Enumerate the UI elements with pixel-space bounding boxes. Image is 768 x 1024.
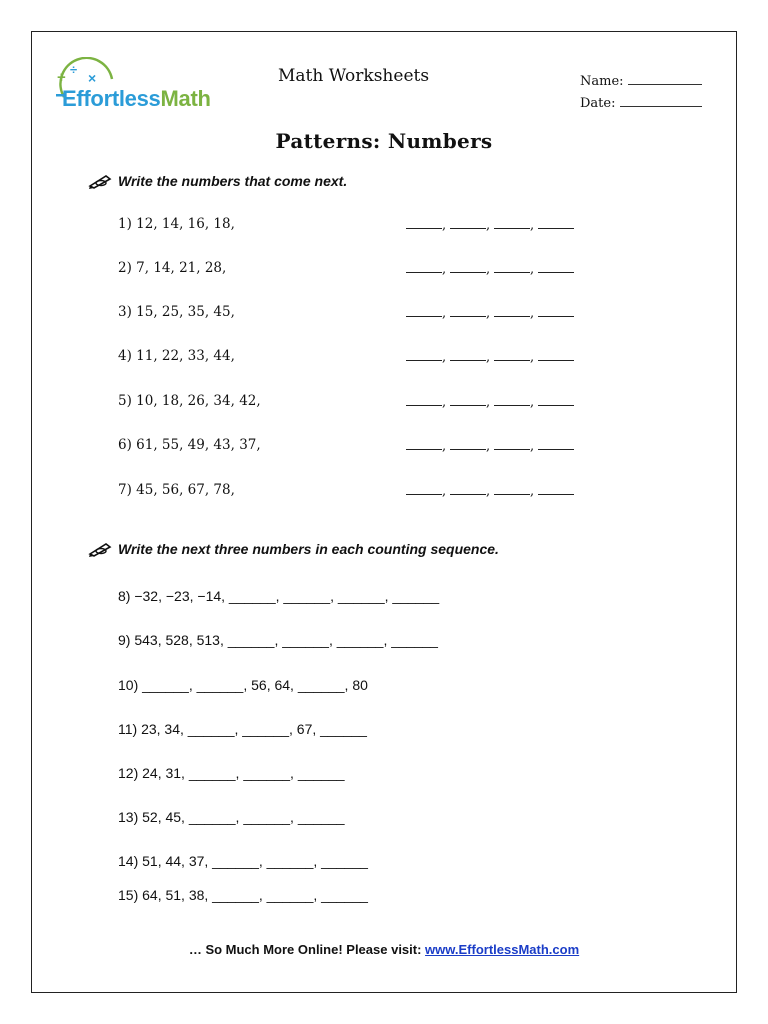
- pencil-icon: [88, 173, 112, 189]
- question-9: 9) 543, 528, 513, ______, ______, ______, ______: [118, 632, 438, 648]
- answer-blank[interactable]: [494, 218, 530, 229]
- page-title: Patterns: Numbers: [275, 129, 493, 153]
- answer-blank[interactable]: [538, 350, 574, 361]
- svg-text:÷: ÷: [70, 62, 78, 77]
- section1-instruction: [88, 173, 347, 189]
- answer-blank[interactable]: [450, 395, 486, 406]
- answer-blank[interactable]: [406, 306, 442, 317]
- answer-blank[interactable]: [406, 350, 442, 361]
- logo-text-math: Math: [160, 86, 211, 111]
- header-title: Math Worksheets: [278, 66, 430, 86]
- svg-text:×: ×: [88, 70, 97, 86]
- date-line[interactable]: [620, 94, 702, 107]
- question-1: 1) 12, 14, 16, 18,: [118, 216, 235, 232]
- answer-blank[interactable]: [494, 262, 530, 273]
- question-13: 13) 52, 45, ______, ______, ______: [118, 809, 345, 825]
- answer-blank[interactable]: [494, 395, 530, 406]
- question-6: 6) 61, 55, 49, 43, 37,: [118, 437, 261, 453]
- footer-link[interactable]: www.EffortlessMath.com: [425, 942, 580, 957]
- svg-text:+: +: [57, 69, 66, 86]
- question-10: 10) ______, ______, 56, 64, ______, 80: [118, 677, 368, 693]
- name-label: Name:: [580, 74, 624, 89]
- answer-blanks-7[interactable]: , , ,: [406, 484, 574, 499]
- name-line[interactable]: [628, 72, 702, 85]
- answer-blank[interactable]: [538, 395, 574, 406]
- answer-blank[interactable]: [538, 439, 574, 450]
- answer-blank[interactable]: [450, 484, 486, 495]
- answer-blank[interactable]: [450, 306, 486, 317]
- answer-blank[interactable]: [494, 306, 530, 317]
- footer: [0, 942, 768, 957]
- date-field[interactable]: [580, 94, 702, 111]
- section2-instruction: [88, 541, 499, 557]
- answer-blanks-6[interactable]: , , ,: [406, 439, 574, 454]
- logo-text-effortless: Effortless: [62, 86, 161, 111]
- answer-blanks-3[interactable]: , , ,: [406, 306, 574, 321]
- question-5: 5) 10, 18, 26, 34, 42,: [118, 393, 261, 409]
- answer-blank[interactable]: [494, 350, 530, 361]
- answer-blank[interactable]: [538, 262, 574, 273]
- answer-blank[interactable]: [494, 439, 530, 450]
- answer-blank[interactable]: [406, 395, 442, 406]
- answer-blanks-4[interactable]: , , ,: [406, 350, 574, 365]
- answer-blank[interactable]: [538, 218, 574, 229]
- footer-text: … So Much More Online! Please visit:: [188, 942, 426, 957]
- question-12: 12) 24, 31, ______, ______, ______: [118, 765, 345, 781]
- pencil-icon: [88, 541, 112, 557]
- question-15: 15) 64, 51, 38, ______, ______, ______: [118, 887, 368, 903]
- answer-blank[interactable]: [450, 439, 486, 450]
- answer-blank[interactable]: [450, 218, 486, 229]
- question-7: 7) 45, 56, 67, 78,: [118, 482, 235, 498]
- question-4: 4) 11, 22, 33, 44,: [118, 348, 235, 364]
- answer-blank[interactable]: [450, 350, 486, 361]
- question-11: 11) 23, 34, ______, ______, 67, ______: [118, 721, 367, 737]
- question-2: 2) 7, 14, 21, 28,: [118, 260, 227, 276]
- section1-instruction-text: Write the numbers that come next.: [118, 173, 348, 189]
- section2-instruction-text: Write the next three numbers in each counting sequence.: [118, 541, 499, 557]
- answer-blank[interactable]: [494, 484, 530, 495]
- answer-blank[interactable]: [406, 262, 442, 273]
- logo-wordmark: [62, 86, 211, 112]
- question-14: 14) 51, 44, 37, ______, ______, ______: [118, 853, 368, 869]
- answer-blank[interactable]: [538, 306, 574, 317]
- question-8: 8) −32, −23, −14, ______, ______, ______, ______: [118, 588, 440, 604]
- answer-blank[interactable]: [406, 218, 442, 229]
- answer-blank[interactable]: [406, 439, 442, 450]
- question-3: 3) 15, 25, 35, 45,: [118, 304, 235, 320]
- answer-blanks-2[interactable]: , , ,: [406, 262, 574, 277]
- answer-blanks-5[interactable]: , , ,: [406, 395, 574, 410]
- answer-blanks-1[interactable]: , , ,: [406, 218, 574, 233]
- answer-blank[interactable]: [538, 484, 574, 495]
- date-label: Date:: [580, 96, 616, 111]
- answer-blank[interactable]: [406, 484, 442, 495]
- name-field[interactable]: [580, 72, 702, 89]
- answer-blank[interactable]: [450, 262, 486, 273]
